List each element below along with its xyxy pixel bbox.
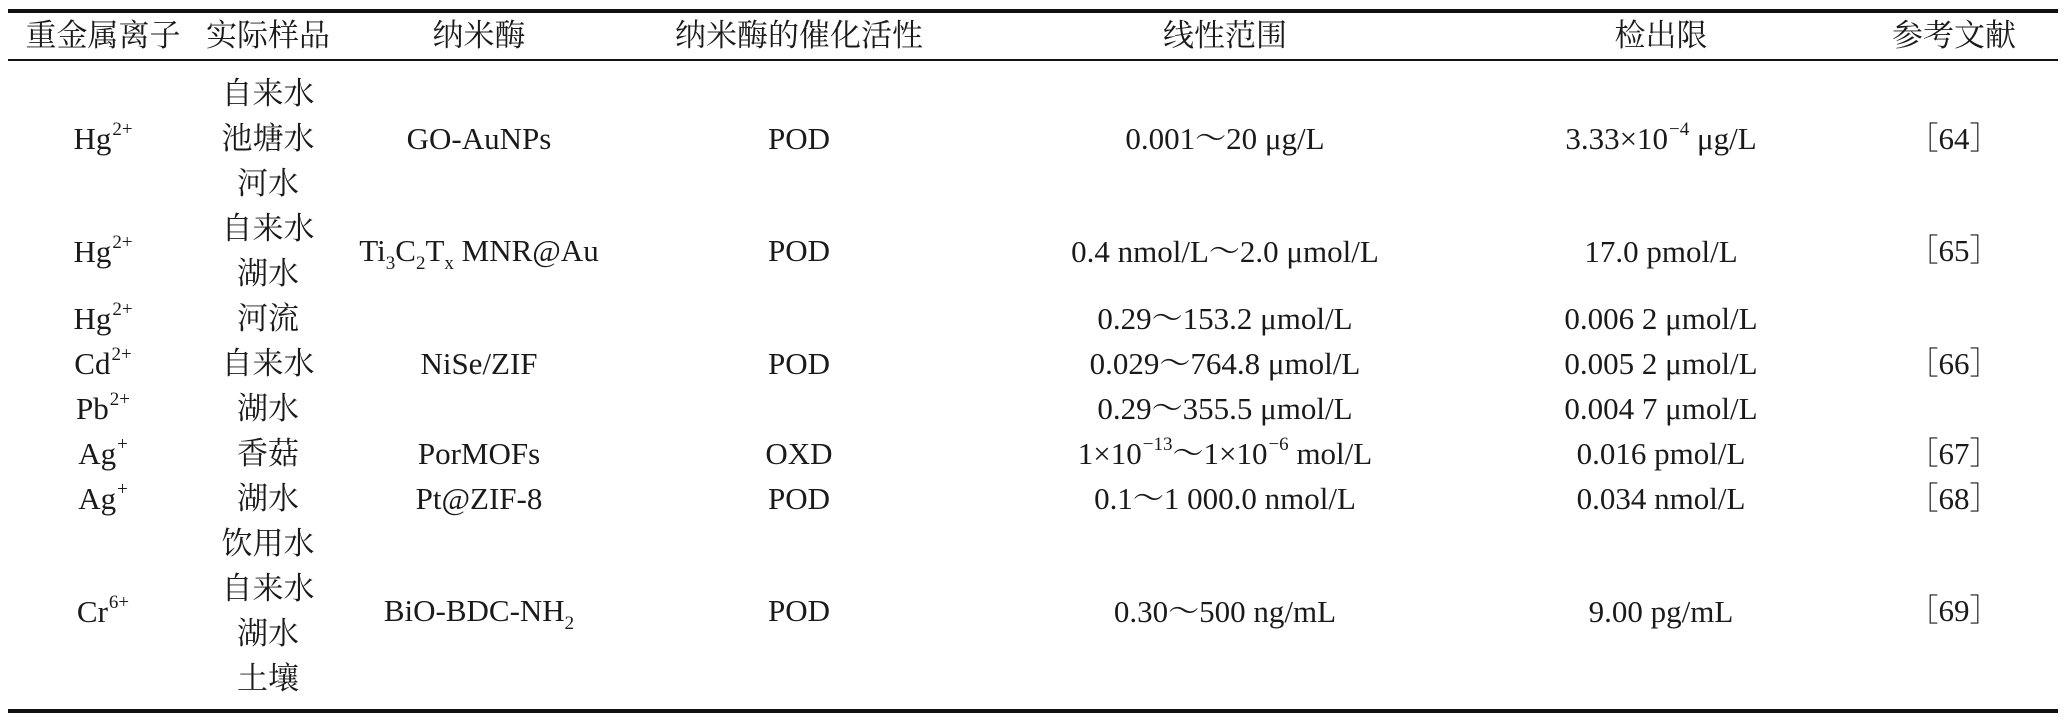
cell-nanozyme [338,431,620,476]
range-entry [978,229,1472,274]
cell-real-sample [198,476,338,521]
limit-entry [1472,386,1850,431]
cell-heavy-metal-ion [8,296,198,431]
text-segment: 0.005 2 μmol/L [1564,346,1758,381]
ion-entry [8,116,198,161]
ion-entry [8,296,198,341]
ion-symbol: Pb [76,391,109,426]
cell-linear-range [978,206,1472,296]
cell-nanozyme [338,60,620,206]
cell-heavy-metal-ion [8,206,198,296]
ion-charge: 2+ [111,344,132,365]
header-catalytic-activity: 纳米酶的催化活性 [675,18,923,53]
superscript: −13 [1142,434,1173,455]
text-segment: μg/L [1689,121,1757,156]
text-segment: ～1×10 [1172,436,1268,471]
range-entry [978,386,1472,431]
sample-entry: 土壤 [237,661,299,696]
range-entry [978,116,1472,161]
text-segment: 0.001～20 μg/L [1125,121,1325,156]
table-row [8,476,2058,521]
limit-entry [1472,341,1850,386]
text-segment: 9.00 pg/mL [1588,593,1734,629]
ion-entry [8,386,198,431]
range-entry [978,589,1472,634]
ion-symbol: Cd [74,346,111,381]
sample-entry: 河流 [237,301,299,336]
text-segment: 0.029～764.8 μmol/L [1089,346,1361,381]
text-segment: BiO-BDC-NH [383,593,565,628]
cell-detection-limit [1472,431,1850,476]
text-segment: 0.004 7 μmol/L [1564,391,1758,426]
cell-heavy-metal-ion [8,521,198,711]
range-entry [978,296,1472,341]
table-row [8,296,2058,431]
text-segment: 0.016 pmol/L [1576,436,1746,471]
ion-charge: 2+ [109,389,130,410]
cell-real-sample [198,60,338,206]
cell-heavy-metal-ion [8,476,198,521]
cell-nanozyme [338,206,620,296]
superscript: −4 [1669,119,1690,140]
cell-catalytic-activity: POD [767,480,830,516]
cell-heavy-metal-ion [8,431,198,476]
range-entry [978,431,1472,476]
text-segment: T [425,233,445,268]
ion-entry [8,229,198,274]
nanozyme-heavy-metal-table [8,9,2058,713]
limit-entry [1472,589,1850,634]
limit-entry [1472,431,1850,476]
cell-real-sample [198,521,338,711]
cell-catalytic-activity: POD [767,345,830,381]
table-row [8,60,2058,206]
limit-entry [1472,116,1850,161]
header-nanozyme: 纳米酶 [432,18,526,53]
ion-charge: + [117,434,128,455]
ion-charge: + [117,479,128,500]
range-entry [978,476,1472,521]
cell-catalytic-activity: POD [767,593,830,628]
text-segment: Ti [359,233,386,268]
text-segment: 0.006 2 μmol/L [1564,301,1758,336]
sample-entry: 湖水 [237,616,299,651]
text-segment: 0.4 nmol/L～2.0 μmol/L [1071,233,1379,269]
sample-entry: 自来水 [221,76,315,111]
cell-reference: ［65］ [1907,233,2001,268]
text-segment: 0.30～500 ng/mL [1113,593,1337,629]
cell-detection-limit [1472,521,1850,711]
range-entry [978,341,1472,386]
ion-charge: 2+ [112,231,133,253]
text-segment: Pt@ZIF-8 [415,480,543,516]
sample-entry: 湖水 [237,256,299,291]
cell-catalytic-activity: OXD [765,435,833,471]
sample-entry: 湖水 [237,391,299,426]
cell-reference: ［68］ [1907,480,2001,516]
text-segment: 1×10 [1077,436,1142,471]
cell-nanozyme [338,476,620,521]
ion-symbol: Hg [73,301,112,336]
sample-entry: 河水 [237,166,299,201]
header-heavy-metal-ion: 重金属离子 [25,18,181,53]
cell-linear-range [978,431,1472,476]
text-segment: NiSe/ZIF [420,345,538,381]
ion-entry [8,589,198,634]
text-segment: MNR@Au [453,233,599,268]
cell-linear-range [978,476,1472,521]
cell-nanozyme [338,521,620,711]
ion-entry [8,431,198,476]
cell-detection-limit [1472,296,1850,431]
sample-entry: 自来水 [221,211,315,246]
sample-entry: 湖水 [237,481,299,516]
superscript: −6 [1268,434,1289,455]
cell-real-sample [198,206,338,296]
cell-nanozyme [338,296,620,431]
cell-reference: ［66］ [1907,345,2001,381]
subscript: 2 [415,253,426,274]
header-linear-range: 线性范围 [1163,18,1287,53]
limit-entry [1472,296,1850,341]
ion-symbol: Ag [78,481,117,516]
text-segment: 0.1～1 000.0 nmol/L [1094,481,1356,516]
header-reference: 参考文献 [1892,18,2016,53]
cell-detection-limit [1472,476,1850,521]
limit-entry [1472,229,1850,274]
ion-symbol: Cr [76,593,108,629]
text-segment: 0.034 nmol/L [1576,481,1746,516]
cell-detection-limit [1472,206,1850,296]
text-segment: mol/L [1288,436,1373,471]
cell-catalytic-activity: POD [767,233,830,268]
table-row [8,431,2058,476]
cell-reference: ［64］ [1907,120,2001,156]
text-segment: 0.29～355.5 μmol/L [1097,391,1353,426]
cell-real-sample [198,431,338,476]
ion-symbol: Ag [78,436,117,471]
text-segment: 0.29～153.2 μmol/L [1097,301,1353,336]
table-row [8,521,2058,711]
cell-linear-range [978,60,1472,206]
ion-charge: 2+ [112,299,133,320]
subscript: 3 [385,253,396,274]
cell-real-sample [198,296,338,431]
header-detection-limit: 检出限 [1614,18,1708,53]
ion-charge: 6+ [108,591,130,613]
limit-entry [1472,476,1850,521]
cell-linear-range [978,521,1472,711]
cell-linear-range [978,296,1472,431]
table-body [8,60,2058,711]
sample-entry: 自来水 [221,346,315,381]
comparison-table-container [8,9,2058,713]
ion-entry [8,341,198,386]
text-segment: 3.33×10 [1565,121,1669,156]
cell-detection-limit [1472,60,1850,206]
subscript: 2 [564,613,575,634]
ion-symbol: Hg [73,233,112,269]
table-header-row [8,11,2058,60]
header-real-sample: 实际样品 [206,18,330,53]
ion-entry [8,476,198,521]
text-segment: 17.0 pmol/L [1584,233,1738,269]
cell-reference: ［67］ [1907,435,2001,471]
table-row [8,206,2058,296]
subscript: x [444,253,454,274]
sample-entry: 香菇 [237,436,299,471]
sample-entry: 饮用水 [221,526,315,561]
text-segment: C [395,233,416,268]
text-segment: GO-AuNPs [406,120,552,156]
cell-reference: ［69］ [1907,593,2001,628]
cell-heavy-metal-ion [8,60,198,206]
ion-charge: 2+ [112,119,133,140]
cell-catalytic-activity: POD [767,120,830,156]
sample-entry: 自来水 [221,571,315,606]
text-segment: PorMOFs [417,435,541,471]
sample-entry: 池塘水 [221,121,315,156]
ion-symbol: Hg [73,121,112,156]
